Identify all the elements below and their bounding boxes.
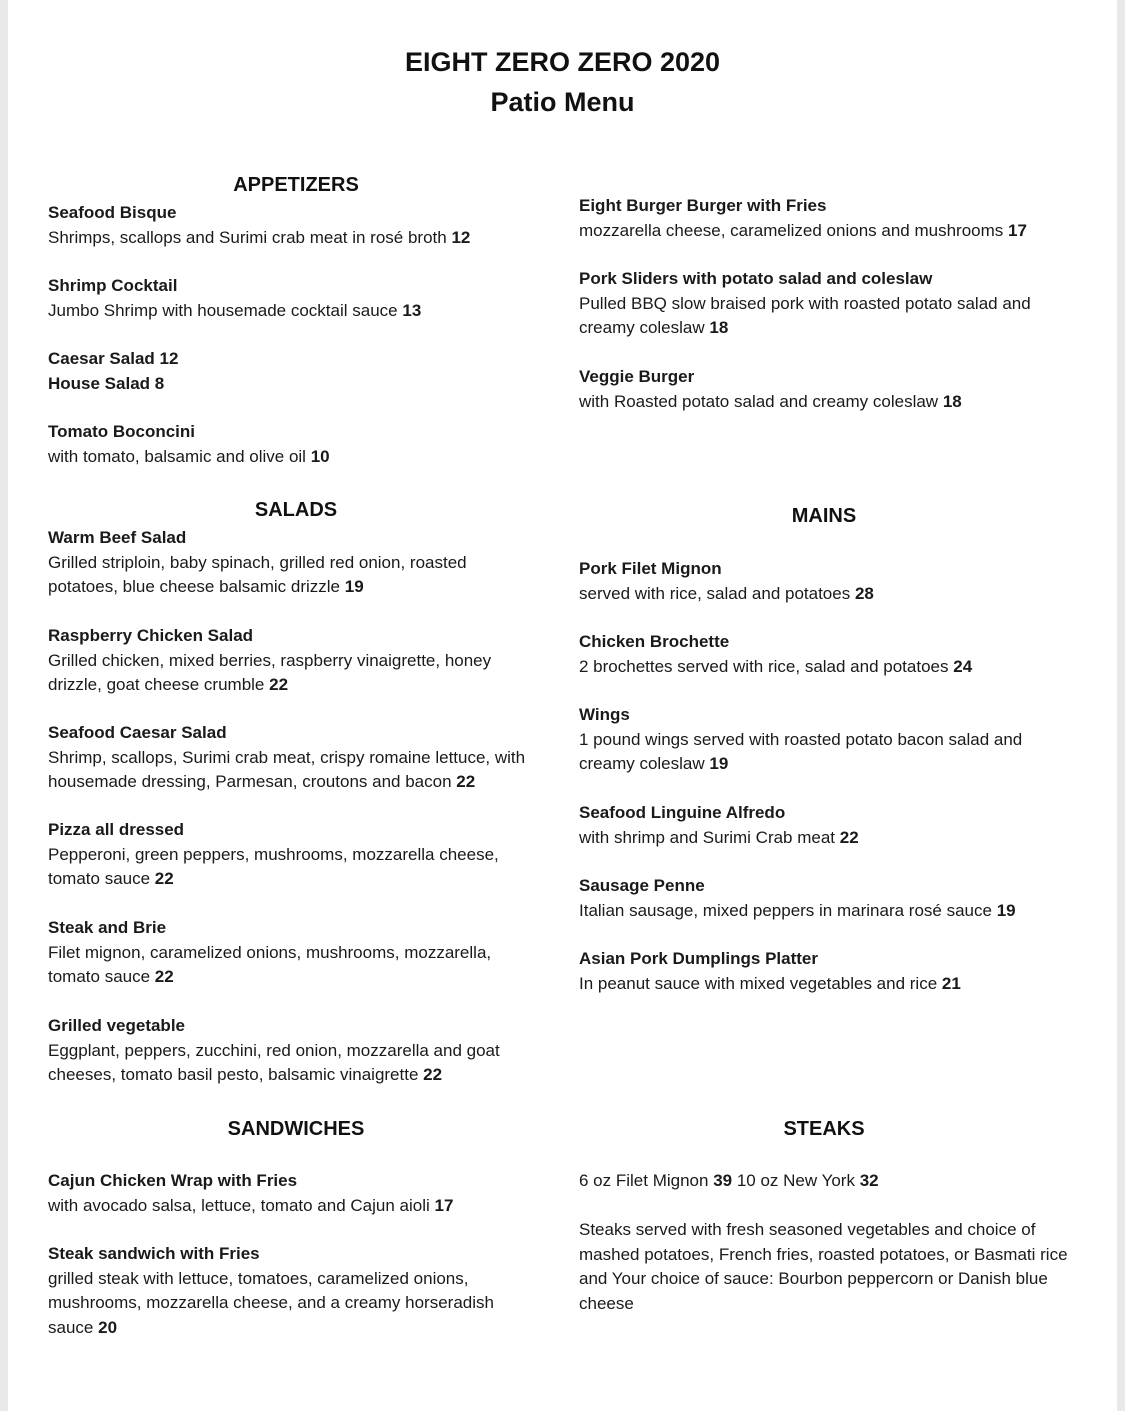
steaks-heading: STEAKS: [783, 1118, 865, 1140]
item-desc: Filet mignon, caramelized onions, mushrooms, mozzarella, tomato sauce: [48, 942, 492, 986]
menu-item-pork-sliders: [579, 267, 1079, 341]
steak-prices-line: [579, 1169, 1089, 1194]
filet-price: 39: [713, 1171, 733, 1190]
item-desc: with tomato, balsamic and olive oil: [48, 446, 306, 466]
item-price: 17: [1008, 220, 1027, 240]
menu-item-seafood-caesar-salad: [48, 721, 553, 795]
item-price: 28: [854, 583, 874, 603]
item-desc: grilled steak with lettuce, tomatoes, caramelized onions, mushrooms, mozzarella cheese, and a creamy horseradish sauce: [48, 1268, 494, 1337]
item-price: 19: [996, 900, 1016, 920]
caesar-salad-line: Caesar Salad 12: [48, 349, 179, 368]
item-name: Veggie Burger: [579, 367, 695, 386]
item-desc: Jumbo Shrimp with housemade cocktail sauce: [48, 300, 398, 320]
menu-item-warm-beef-salad: [48, 526, 533, 600]
item-price: 18: [942, 391, 962, 411]
item-desc: 1 pound wings served with roasted potato bacon salad and creamy coleslaw: [579, 729, 1023, 773]
item-desc: Pulled BBQ slow braised pork with roasted potato salad and creamy coleslaw: [579, 293, 1031, 337]
item-name: Wings: [579, 705, 630, 724]
menu-subtitle: Patio Menu: [490, 87, 635, 117]
menu-item-veggie-burger: [579, 365, 1079, 414]
item-name: Steak and Brie: [48, 918, 167, 937]
item-desc: with shrimp and Surimi Crab meat: [579, 827, 836, 847]
item-price: 21: [941, 973, 961, 993]
item-name: Chicken Brochette: [579, 632, 730, 651]
menu-item-side-salads: [48, 347, 548, 396]
menu-item-raspberry-chicken-salad: [48, 624, 548, 698]
menu-item-sausage-penne: [579, 874, 1094, 923]
item-price: 22: [423, 1065, 443, 1084]
item-price: 20: [98, 1317, 118, 1337]
menu-item-wings: [579, 703, 1079, 777]
item-name: Grilled vegetable: [48, 1016, 185, 1035]
item-name: Seafood Bisque: [48, 203, 177, 222]
menu-item-seafood-bisque: [48, 201, 548, 250]
mains-heading: MAINS: [791, 505, 857, 527]
item-name: Sausage Penne: [579, 876, 705, 895]
item-desc: Grilled striploin, baby spinach, grilled red onion, roasted potatoes, blue cheese balsamic drizzle: [48, 552, 467, 596]
item-desc: In peanut sauce with mixed vegetables and rice: [579, 973, 938, 993]
menu-item-steak-sandwich: [48, 1242, 538, 1340]
item-name: Pork Sliders with potato salad and coleslaw: [579, 269, 933, 288]
item-name: Pizza all dressed: [48, 820, 185, 839]
new-york-label: 10 oz New York: [736, 1171, 855, 1190]
item-price: 22: [269, 675, 289, 694]
item-desc: served with rice, salad and potatoes: [579, 583, 851, 603]
item-desc: with Roasted potato salad and creamy coleslaw: [579, 391, 939, 411]
item-name: Eight Burger Burger with Fries: [579, 196, 827, 215]
item-price: 18: [709, 318, 729, 337]
menu-item-grilled-vegetable: [48, 1014, 543, 1088]
item-name: Raspberry Chicken Salad: [48, 626, 254, 645]
item-price: 22: [456, 772, 476, 791]
item-desc: Grilled chicken, mixed berries, raspberry vinaigrette, honey drizzle, goat cheese crumble: [48, 650, 492, 694]
item-price: 22: [154, 967, 174, 986]
item-desc: with avocado salsa, lettuce, tomato and Cajun aioli: [48, 1195, 430, 1215]
restaurant-title: EIGHT ZERO ZERO 2020: [404, 47, 721, 77]
filet-label: 6 oz Filet Mignon: [579, 1171, 709, 1190]
item-desc: Pepperoni, green peppers, mushrooms, mozzarella cheese, tomato sauce: [48, 844, 499, 888]
menu-page: [8, 0, 1117, 1411]
item-price: 13: [402, 300, 422, 320]
salads-heading: SALADS: [254, 499, 338, 521]
menu-item-seafood-linguine: [579, 801, 1079, 850]
new-york-price: 32: [859, 1171, 879, 1190]
menu-item-tomato-boconcini: [48, 420, 548, 469]
item-name: Tomato Boconcini: [48, 422, 196, 441]
item-name: Asian Pork Dumplings Platter: [579, 949, 818, 968]
menu-item-eight-burger: [579, 194, 1089, 243]
item-name: Cajun Chicken Wrap with Fries: [48, 1171, 298, 1190]
item-price: 10: [310, 446, 330, 466]
item-name: Seafood Linguine Alfredo: [579, 803, 786, 822]
item-name: Shrimp Cocktail: [48, 276, 178, 295]
item-price: 24: [953, 656, 973, 676]
steaks-note: Steaks served with fresh seasoned vegetables and choice of mashed potatoes, French fries, roasted potatoes, or Basmati rice and Your choice of sauce: Bourbon peppercorn or Danish blue cheese: [579, 1220, 1068, 1313]
item-name: Seafood Caesar Salad: [48, 723, 227, 742]
item-price: 22: [154, 869, 174, 888]
item-desc: 2 brochettes served with rice, salad and potatoes: [579, 656, 949, 676]
sandwiches-heading: SANDWICHES: [227, 1118, 365, 1140]
item-desc: Italian sausage, mixed peppers in marinara rosé sauce: [579, 900, 992, 920]
item-desc: Shrimps, scallops and Surimi crab meat in rosé broth: [48, 227, 447, 247]
item-price: 22: [839, 827, 859, 847]
item-desc: mozzarella cheese, caramelized onions and mushrooms: [579, 220, 1004, 240]
menu-item-pork-filet-mignon: [579, 557, 1079, 606]
item-price: 17: [434, 1195, 454, 1215]
item-price: 19: [709, 754, 729, 773]
menu-item-chicken-brochette: [579, 630, 1079, 679]
menu-item-asian-pork-dumplings: [579, 947, 1094, 996]
menu-item-pizza: [48, 818, 543, 892]
item-name: Pork Filet Mignon: [579, 559, 722, 578]
item-price: 12: [451, 227, 471, 247]
menu-item-cajun-chicken-wrap: [48, 1169, 548, 1218]
item-desc: Shrimp, scallops, Surimi crab meat, crispy romaine lettuce, with housemade dressing, Parmesan, croutons and bacon: [48, 747, 526, 791]
menu-item-steak-and-brie: [48, 916, 543, 990]
item-name: Warm Beef Salad: [48, 528, 187, 547]
item-desc: Eggplant, peppers, zucchini, red onion, mozzarella and goat cheeses, tomato basil pesto, balsamic vinaigrette: [48, 1040, 500, 1084]
appetizers-heading: APPETIZERS: [233, 174, 359, 196]
item-name: Steak sandwich with Fries: [48, 1244, 260, 1263]
menu-item-shrimp-cocktail: [48, 274, 548, 323]
item-price: 19: [344, 577, 364, 596]
house-salad-line: House Salad 8: [48, 373, 165, 393]
